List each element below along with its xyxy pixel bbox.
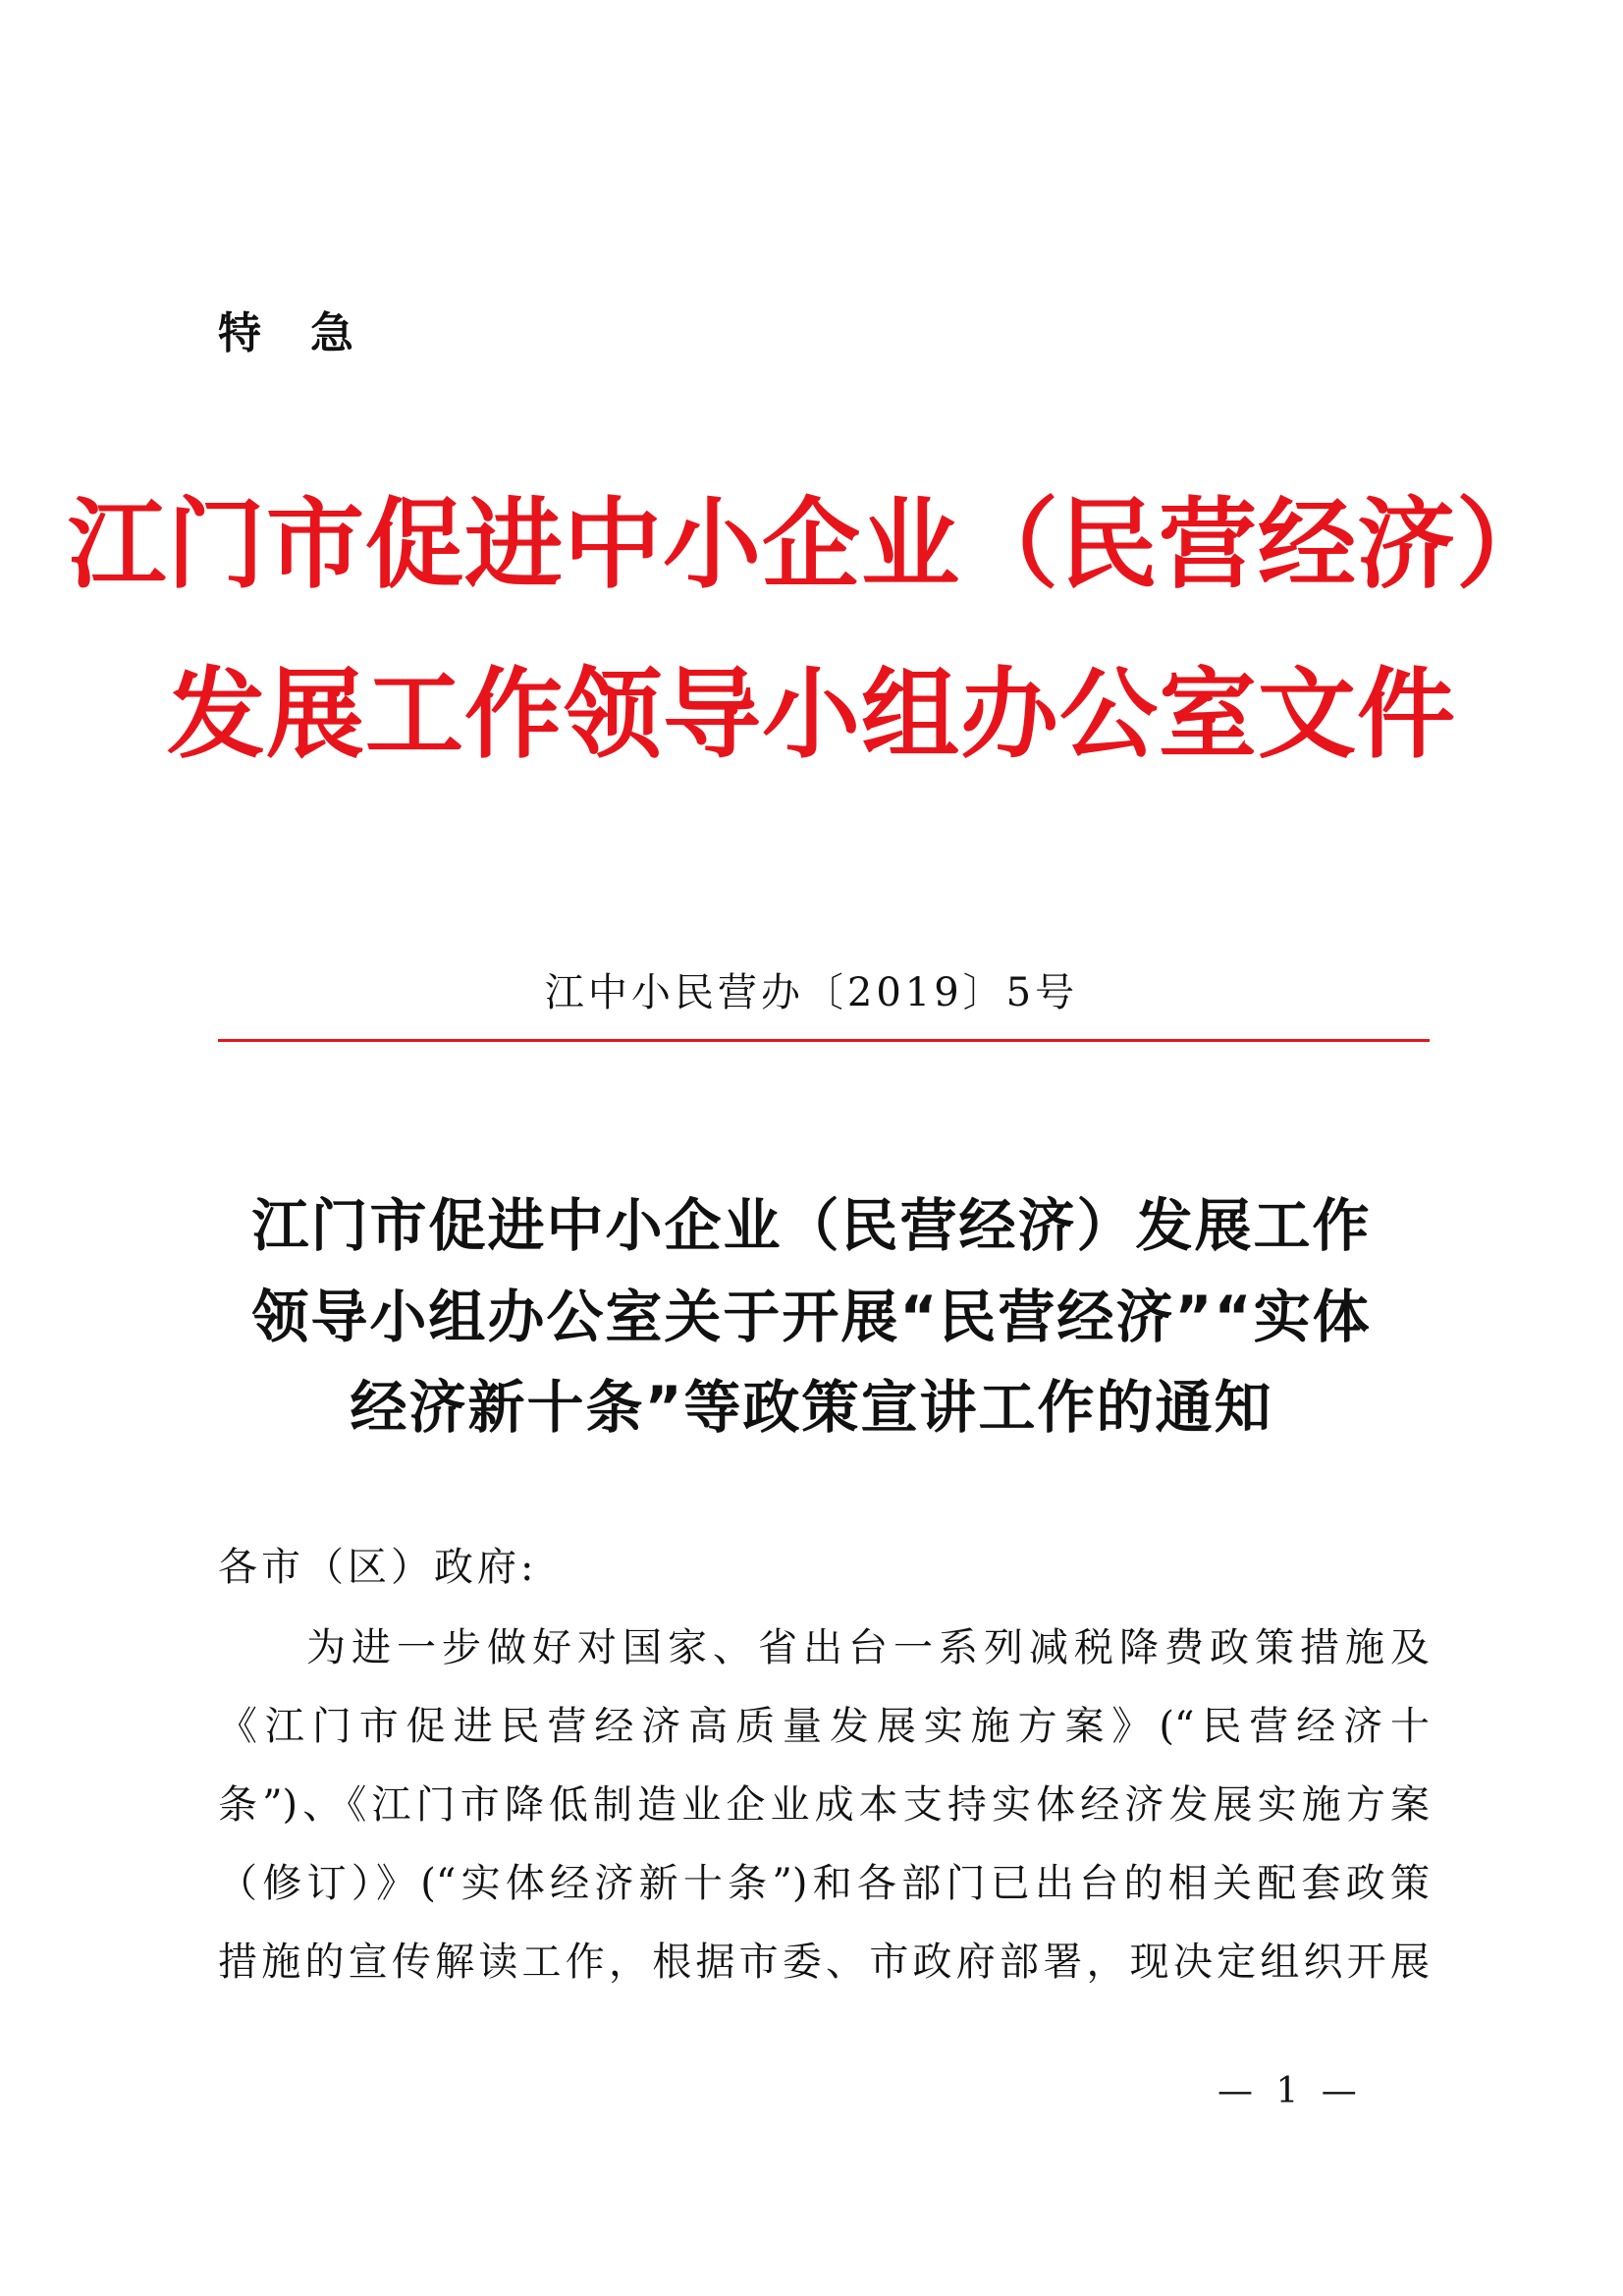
body-text-line: 为进一步做好对国家、省出台一系列减税降费政策措施及 xyxy=(306,1625,1430,1670)
salutation: 各市（区）政府: xyxy=(218,1545,538,1590)
notice-title-line1: 江门市促进中小企业（民营经济）发展工作 xyxy=(251,1192,1372,1259)
issuer-title-line2: 发展工作领导小组办公室文件 xyxy=(167,657,1456,772)
document-number: 江中小民营办〔2019〕5号 xyxy=(544,970,1079,1015)
notice-title-line2: 领导小组办公室关于开展“民营经济”“实体 xyxy=(251,1284,1372,1350)
urgency-label: 特急 xyxy=(218,308,403,358)
issuer-title-line1: 江门市促进中小企业（民营经济） xyxy=(68,487,1555,602)
notice-title-line3: 经济新十条”等政策宣讲工作的通知 xyxy=(350,1374,1273,1441)
body-text-line: （修订）》(“实体经济新十条”)和各部门已出台的相关配套政策 xyxy=(218,1861,1430,1906)
body-text-line: 条”)、《江门市降低制造业企业成本支持实体经济发展实施方案 xyxy=(218,1782,1430,1828)
page-number: — 1 — xyxy=(1217,2071,1363,2111)
body-text-line: 《江门市促进民营经济高质量发展实施方案》(“民营经济十 xyxy=(218,1704,1430,1749)
red-divider xyxy=(218,1039,1430,1042)
body-text-line: 措施的宣传解读工作，根据市委、市政府部署，现决定组织开展 xyxy=(218,1940,1430,1985)
